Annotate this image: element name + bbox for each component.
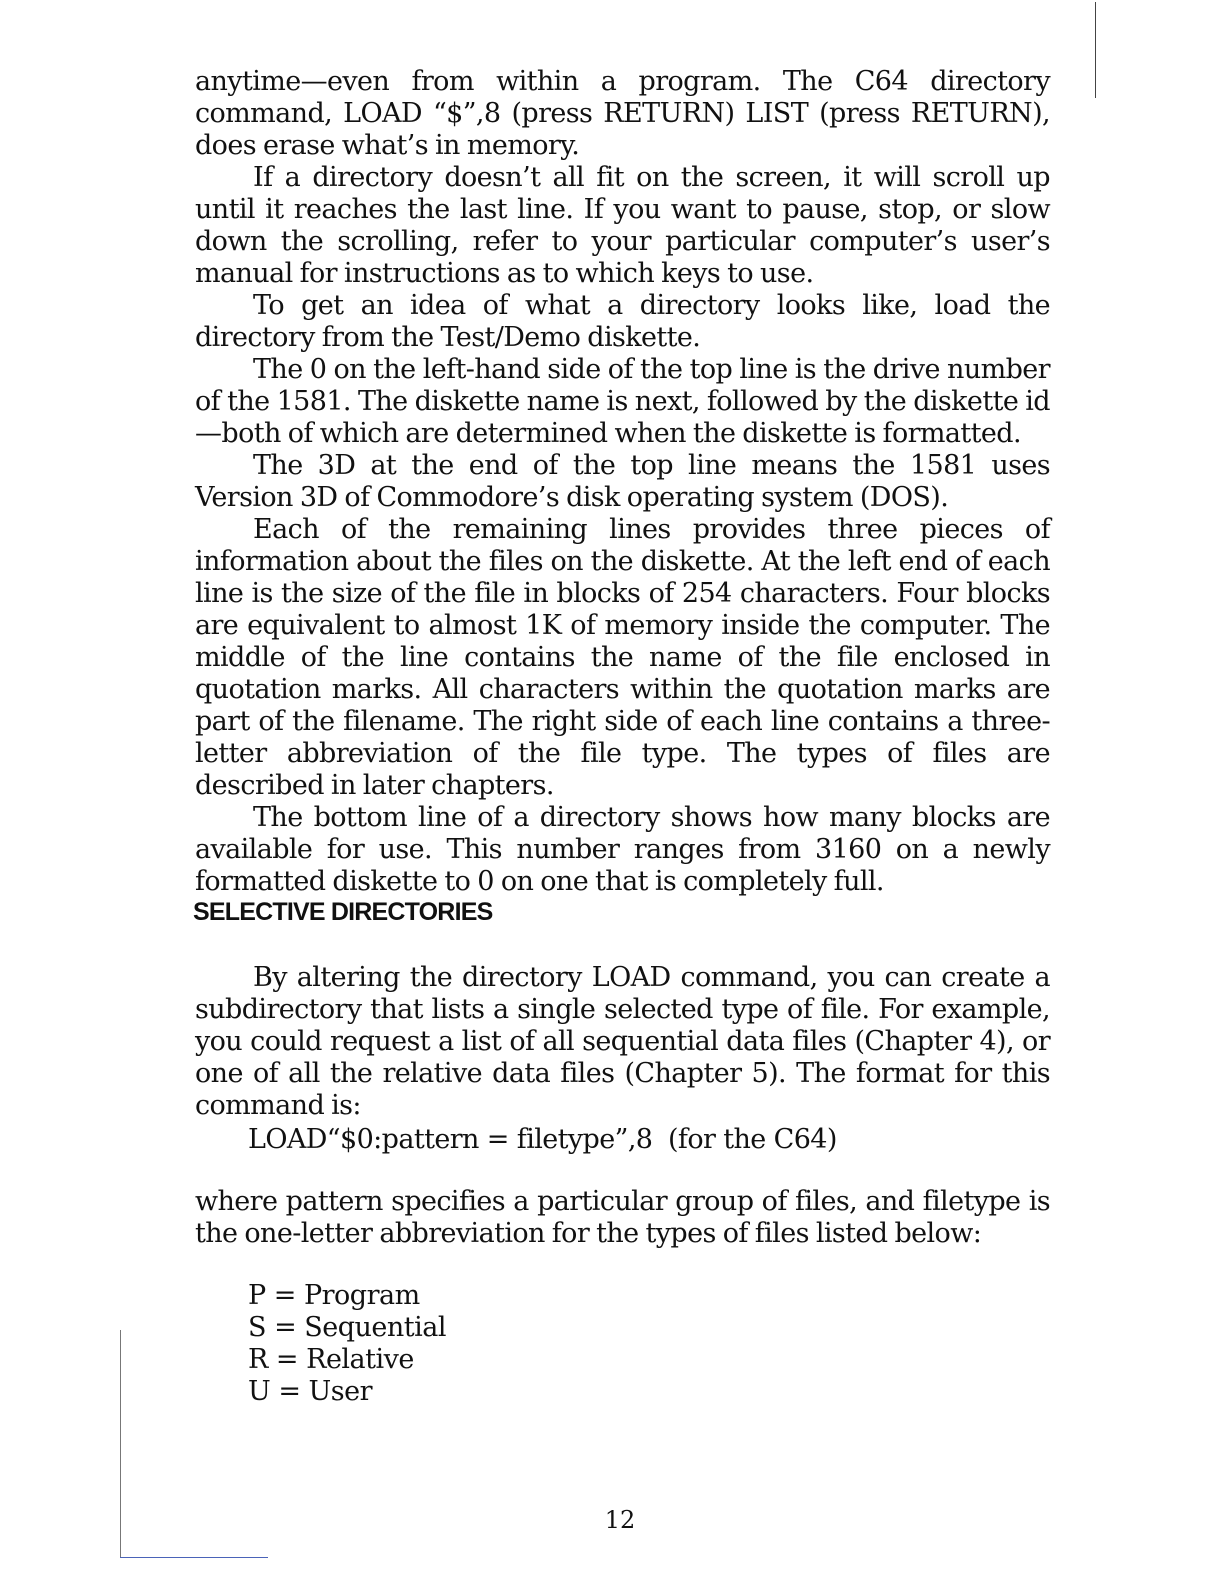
page-number: 12 (604, 1506, 636, 1534)
paragraph-drive-number: The 0 on the left-hand side of the top line is the drive number of the 1581. The diskette name is next, followed by the diskette id—both of which are determined when the diskette is formatted. (195, 354, 1050, 449)
load-command-note: (for the C64) (668, 1124, 837, 1155)
scan-margin-line (120, 1330, 121, 1558)
paragraph-pattern-explanation: where pattern specifies a particular group of files, and filetype is the one-letter abbreviation for the types of files listed below: (195, 1186, 1050, 1249)
paragraph-file-lines: Each of the remaining lines provides three pieces of information about the files on the diskette. At the left end of each line is the size of the file in blocks of 254 characters. Four blocks are equivalent to almost 1K of memory inside the computer. The middle of the line contains the name of the file enclosed in quotation marks. All characters within the quotation marks are part of the filename. The right side of each line contains a three-letter abbreviation of the file type. The types of files are described in later chapters. (195, 514, 1050, 801)
paragraph-scrolling: If a directory doesn’t all fit on the screen, it will scroll up until it reaches the last line. If you want to pause, stop, or slow down the scrolling, refer to your particular computer’s user’s manual for instructions as to which keys to use. (195, 162, 1050, 289)
section-heading: SELECTIVE DIRECTORIES (193, 898, 493, 926)
list-item: U = User (248, 1376, 373, 1407)
file-type-list (248, 1280, 446, 1408)
paragraph-test-demo: To get an idea of what a directory looks like, load the directory from the Test/Demo diskette. (195, 290, 1050, 353)
list-item: R = Relative (248, 1344, 414, 1375)
scan-bottom-line (120, 1557, 268, 1558)
paragraph-continuation: anytime—even from within a program. The C64 directory command, LOAD “$”,8 (press RETURN) LIST (press RETURN), does erase what’s in memory. (195, 66, 1050, 161)
scan-edge-line (1095, 2, 1096, 98)
section-intro-block (195, 962, 1050, 1122)
load-command-example (248, 1124, 837, 1155)
paragraph-selective-intro: By altering the directory LOAD command, you can create a subdirectory that lists a single selected type of file. For example, you could request a list of all sequential data files (Chapter 4), or one of all the relative data files (Chapter 5). The format for this command is: (195, 962, 1050, 1121)
body-text-top (195, 66, 1050, 898)
paragraph-dos-version: The 3D at the end of the top line means the 1581 uses Version 3D of Commodore’s disk operating system (DOS). (195, 450, 1050, 513)
list-item: S = Sequential (248, 1312, 447, 1343)
list-item: P = Program (248, 1280, 420, 1311)
load-command: LOAD“$0:pattern = filetype”,8 (248, 1124, 653, 1155)
paragraph-blocks-free: The bottom line of a directory shows how many blocks are available for use. This number ranges from 3160 on a newly formatted diskette to 0 on one that is completely full. (195, 802, 1050, 897)
explanation-block (195, 1186, 1050, 1250)
